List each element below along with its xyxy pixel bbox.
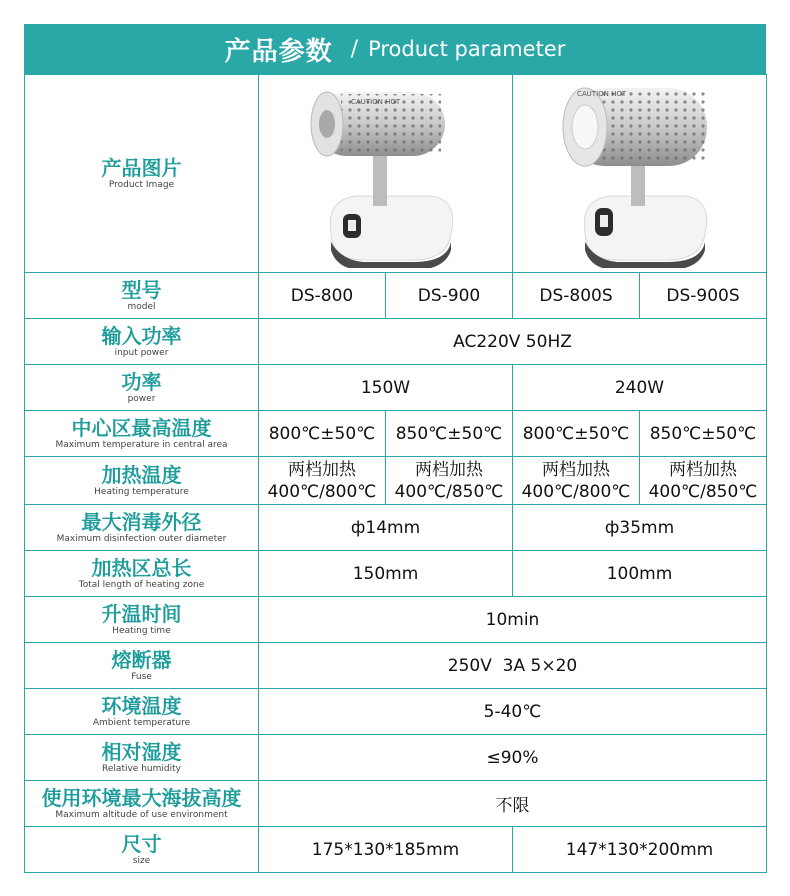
label-fuse: 熔断器 Fuse (25, 643, 259, 689)
label-product-image (25, 75, 259, 273)
model-cell: DS-800 (259, 273, 386, 319)
header-separator: / (350, 36, 359, 62)
fuse-value: 250V 3A 5×20 (259, 643, 767, 689)
row-max-temp (25, 411, 767, 457)
row-diameter (25, 505, 767, 551)
model-cell: DS-800S (513, 273, 640, 319)
humidity-value: ≤90% (259, 735, 767, 781)
heating-temp-cell: 两档加热 400℃/850℃ (640, 457, 767, 505)
row-size (25, 827, 767, 873)
label-length: 加热区总长 Total length of heating zone (25, 551, 259, 597)
length-cell: 150mm (259, 551, 513, 597)
row-model (25, 273, 767, 319)
heating-temp-cell: 两档加热 400℃/800℃ (513, 457, 640, 505)
svg-text:CAUTION HOT: CAUTION HOT (576, 89, 626, 98)
row-heating-temp (25, 457, 767, 505)
power-cell: 240W (513, 365, 767, 411)
label-size: 尺寸 size (25, 827, 259, 873)
row-power (25, 365, 767, 411)
row-length (25, 551, 767, 597)
label-input-power: 输入功率 input power (25, 319, 259, 365)
heating-temp-cell: 两档加热 400℃/850℃ (386, 457, 513, 505)
heater-large-icon (555, 82, 725, 268)
power-cell: 150W (259, 365, 513, 411)
row-heat-time (25, 597, 767, 643)
model-cell: DS-900 (386, 273, 513, 319)
svg-text:CAUTION HOT: CAUTION HOT (350, 97, 400, 106)
altitude-value: 不限 (259, 781, 767, 827)
row-altitude (25, 781, 767, 827)
diameter-cell: ф14mm (259, 505, 513, 551)
row-product-image (25, 75, 767, 273)
label-humidity: 相对湿度 Relative humidity (25, 735, 259, 781)
label-power: 功率 power (25, 365, 259, 411)
heating-temp-cell: 两档加热 400℃/800℃ (259, 457, 386, 505)
row-input-power (25, 319, 767, 365)
max-temp-cell: 850℃±50℃ (386, 411, 513, 457)
label-heat-time: 升温时间 Heating time (25, 597, 259, 643)
heater-small-icon (301, 82, 471, 268)
max-temp-cell: 800℃±50℃ (259, 411, 386, 457)
label-en: Product Image (108, 179, 175, 190)
header-title-zh: 产品参数 (224, 36, 333, 67)
label-diameter: 最大消毒外径 Maximum disinfection outer diameter (25, 505, 259, 551)
product-image-cell-2 (513, 75, 767, 273)
length-cell: 100mm (513, 551, 767, 597)
size-cell: 175*130*185mm (259, 827, 513, 873)
row-ambient-temp (25, 689, 767, 735)
spec-table (24, 74, 767, 873)
max-temp-cell: 800℃±50℃ (513, 411, 640, 457)
page-header (24, 24, 766, 74)
label-max-temp: 中心区最高温度 Maximum temperature in central area (25, 411, 259, 457)
ambient-temp-value: 5-40℃ (259, 689, 767, 735)
label-altitude: 使用环境最大海拔高度 Maximum altitude of use environment (25, 781, 259, 827)
header-title-en: Product parameter (368, 37, 566, 61)
row-fuse (25, 643, 767, 689)
product-image-cell-1 (259, 75, 513, 273)
heat-time-value: 10min (259, 597, 767, 643)
label-ambient-temp: 环境温度 Ambient temperature (25, 689, 259, 735)
input-power-value: AC220V 50HZ (259, 319, 767, 365)
diameter-cell: ф35mm (513, 505, 767, 551)
model-cell: DS-900S (640, 273, 767, 319)
size-cell: 147*130*200mm (513, 827, 767, 873)
label-zh: 产品图片 (101, 155, 182, 180)
max-temp-cell: 850℃±50℃ (640, 411, 767, 457)
row-humidity (25, 735, 767, 781)
label-model: 型号 model (25, 273, 259, 319)
label-heating-temp: 加热温度 Heating temperature (25, 457, 259, 505)
